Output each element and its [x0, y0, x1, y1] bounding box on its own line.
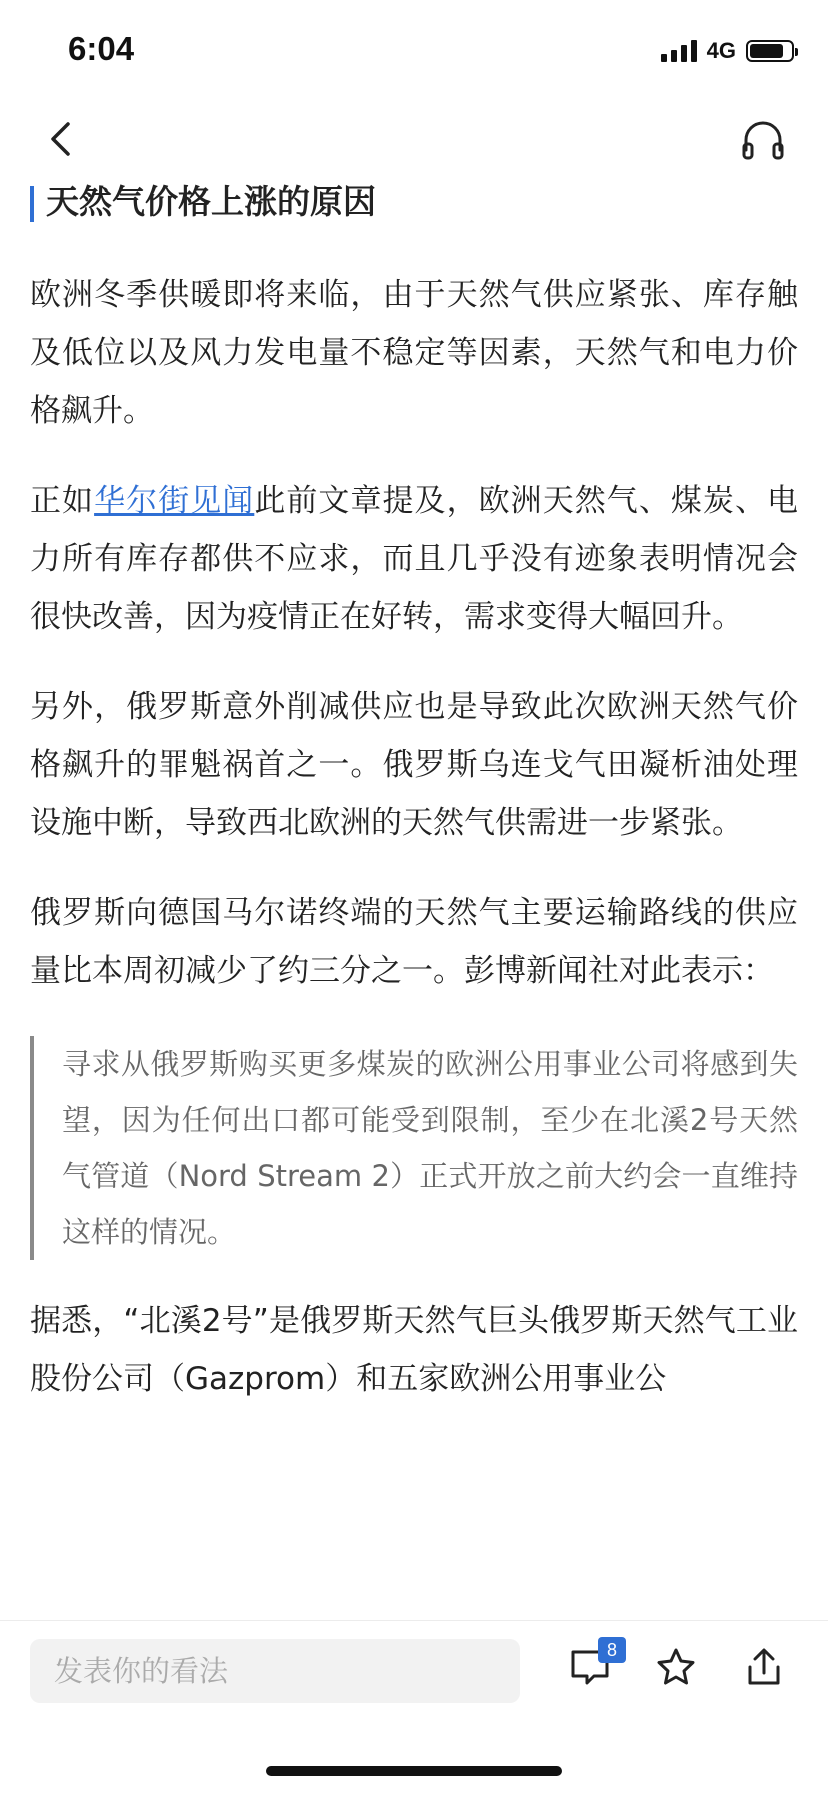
blockquote-text: 寻求从俄罗斯购买更多煤炭的欧洲公用事业公司将感到失望，因为任何出口都可能受到限制，至少在北溪2号天然气管道（Nord Stream 2）正式开放之前大约会一直维持这样的情况。	[62, 1047, 798, 1249]
status-bar	[0, 0, 828, 100]
share-icon	[742, 1645, 786, 1689]
headphones-icon	[738, 114, 788, 164]
blockquote	[30, 1036, 798, 1260]
chevron-left-icon	[48, 121, 72, 157]
article-content	[30, 178, 798, 1408]
paragraph-6: 据悉，“北溪2号”是俄罗斯天然气巨头俄罗斯天然气工业股份公司（Gazprom）和五家欧洲公用事业公	[30, 1303, 798, 1397]
audio-button[interactable]	[738, 114, 788, 164]
signal-icon	[661, 40, 697, 62]
paragraph-2-rest: 此前文章提及，欧洲天然气、煤炭、电力所有库存都供不应求，而且几乎没有迹象表明情况会很快改善，因为疫情正在好转，需求变得大幅回升。	[30, 483, 799, 635]
status-time: 6:04	[68, 30, 135, 67]
paragraph-2	[30, 472, 798, 646]
comment-input[interactable]	[30, 1639, 520, 1703]
paragraph-1: 欧洲冬季供暖即将来临，由于天然气供应紧张、库存触及低位以及风力发电量不稳定等因素，天然气和电力价格飙升。	[30, 277, 798, 429]
battery-icon	[746, 40, 794, 62]
paragraph-4: 俄罗斯向德国马尔诺终端的天然气主要运输路线的供应量比本周初减少了约三分之一。彭博新闻社对此表示：	[30, 895, 798, 989]
paragraph-2-prefix: 正如	[30, 483, 95, 519]
article-nav-bar	[0, 100, 828, 180]
favorite-button[interactable]	[654, 1645, 704, 1695]
comment-count-badge: 8	[598, 1637, 626, 1663]
comment-button[interactable]	[568, 1640, 618, 1695]
status-indicators	[661, 36, 794, 66]
star-icon	[654, 1645, 698, 1689]
battery-level	[750, 44, 783, 58]
wallstreetcn-link[interactable]: 华尔街见闻	[94, 483, 255, 519]
paragraph-3: 另外，俄罗斯意外削减供应也是导致此次欧洲天然气价格飙升的罪魁祸首之一。俄罗斯乌连戈气田凝析油处理设施中断，导致西北欧洲的天然气供需进一步紧张。	[30, 689, 798, 841]
back-button[interactable]	[40, 114, 80, 164]
network-label: 4G	[706, 38, 736, 63]
share-button[interactable]	[742, 1645, 792, 1695]
home-indicator	[266, 1766, 562, 1776]
section-title: 天然气价格上涨的原因	[30, 178, 798, 226]
